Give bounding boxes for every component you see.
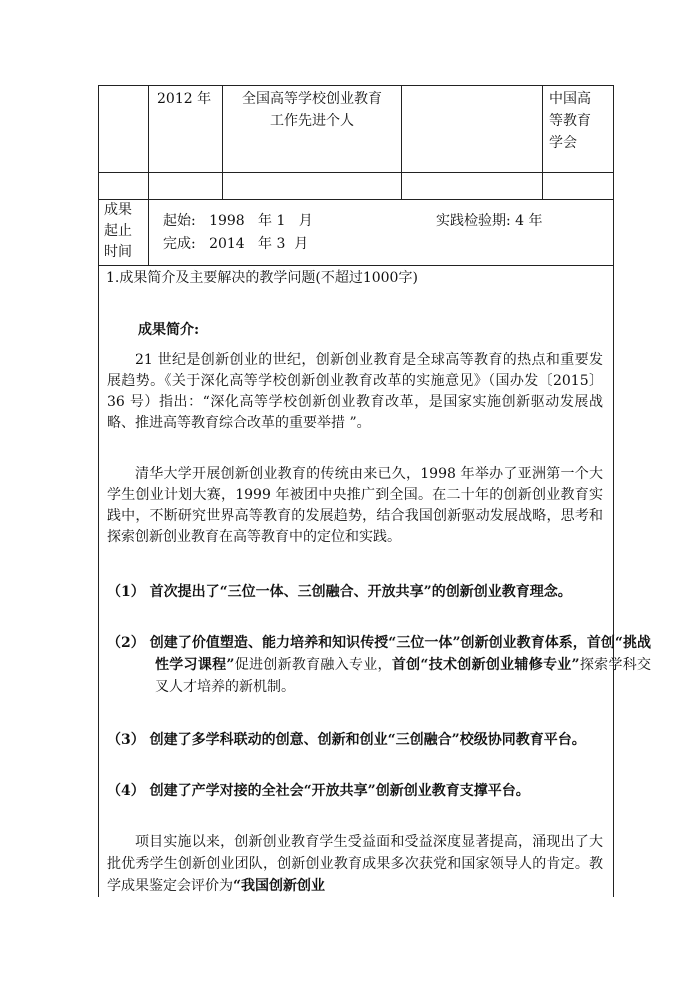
row-divider [98, 172, 614, 173]
period-label-line: 时间 [104, 244, 132, 260]
paragraph-history: 清华大学开展创新创业教育的传统由来已久，1998 年举办了亚洲第一个大学生创业计划大赛，1999 年被团中央推广到全国。在二十年的创新创业教育实践中，不断研究世界高等教育的发展趋势，结合我国创新驱动发展战略，思考和探索创新创业教育在高等教育中的定位和实践。 [107, 466, 603, 545]
paragraph-intro: 21 世纪是创新创业的世纪，创新创业教育是全球高等教育的热点和重要发展趋势。《关于深化高等学校创新创业教育改革的实施意见》（国办发〔2015〕36 号）指出：“深化高等学校创新创业教育改革，是国家实施创新驱动发展战略、推进高等教育综合改革的重要举措 ”。 [107, 352, 603, 431]
item2-bold-b: 首创“技术创新创业辅修专业” [391, 657, 580, 673]
award-org-line: 等教育 [549, 113, 591, 129]
row-divider [98, 265, 614, 266]
item2-normal-b: 探索学科交叉人才培养的新机制。 [155, 657, 652, 695]
period-start: 起始: 1998 年 1 月 [163, 213, 313, 229]
list-item-2 [107, 632, 651, 698]
section-subheading: 成果简介: [138, 322, 200, 338]
paragraph-results [107, 831, 603, 897]
award-org-line: 学会 [549, 135, 577, 151]
award-org-line: 中国高 [549, 91, 591, 107]
item2-bold-a: （2） 创建了价值塑造、能力培养和知识传授“三位一体”创新创业教育体系，首创“挑战性学习课程” [107, 635, 651, 673]
col-divider [222, 85, 223, 199]
results-text: 项目实施以来，创新创业教育学生受益面和受益深度显著提高，涌现出了大批优秀学生创新创业团队，创新创业教育成果多次获党和国家领导人的肯定。教学成果鉴定会评价为 [107, 834, 603, 894]
award-year: 2012 年 [157, 91, 212, 107]
list-item-3: （3） 创建了多学科联动的创意、创新和创业“三创融合”校级协同教育平台。 [107, 732, 586, 748]
col-divider [542, 85, 543, 199]
award-title [224, 88, 400, 132]
award-title-line: 工作先进个人 [270, 113, 354, 129]
list-item-1: （1） 首次提出了“三位一体、三创融合、开放共享”的创新创业教育理念。 [107, 584, 572, 600]
results-bold: “我国创新创业 [233, 878, 326, 894]
list-item-4: （4） 创建了产学对接的全社会“开放共享”创新创业教育支撑平台。 [107, 783, 530, 799]
period-label-line: 成果 [104, 202, 132, 218]
award-title-line: 全国高等学校创业教育 [242, 91, 382, 107]
col-divider [148, 85, 149, 265]
col-divider [401, 85, 402, 199]
section-heading: 1.成果简介及主要解决的教学问题(不超过1000字) [106, 270, 418, 286]
practice-period: 实践检验期: 4 年 [436, 213, 543, 229]
award-org [549, 88, 591, 154]
item2-normal-a: 促进创新教育融入专业， [234, 657, 392, 673]
period-label-line: 起止 [104, 223, 132, 239]
row-divider [98, 199, 614, 200]
period-label [104, 200, 132, 263]
period-finish: 完成: 2014 年 3 月 [163, 236, 309, 252]
